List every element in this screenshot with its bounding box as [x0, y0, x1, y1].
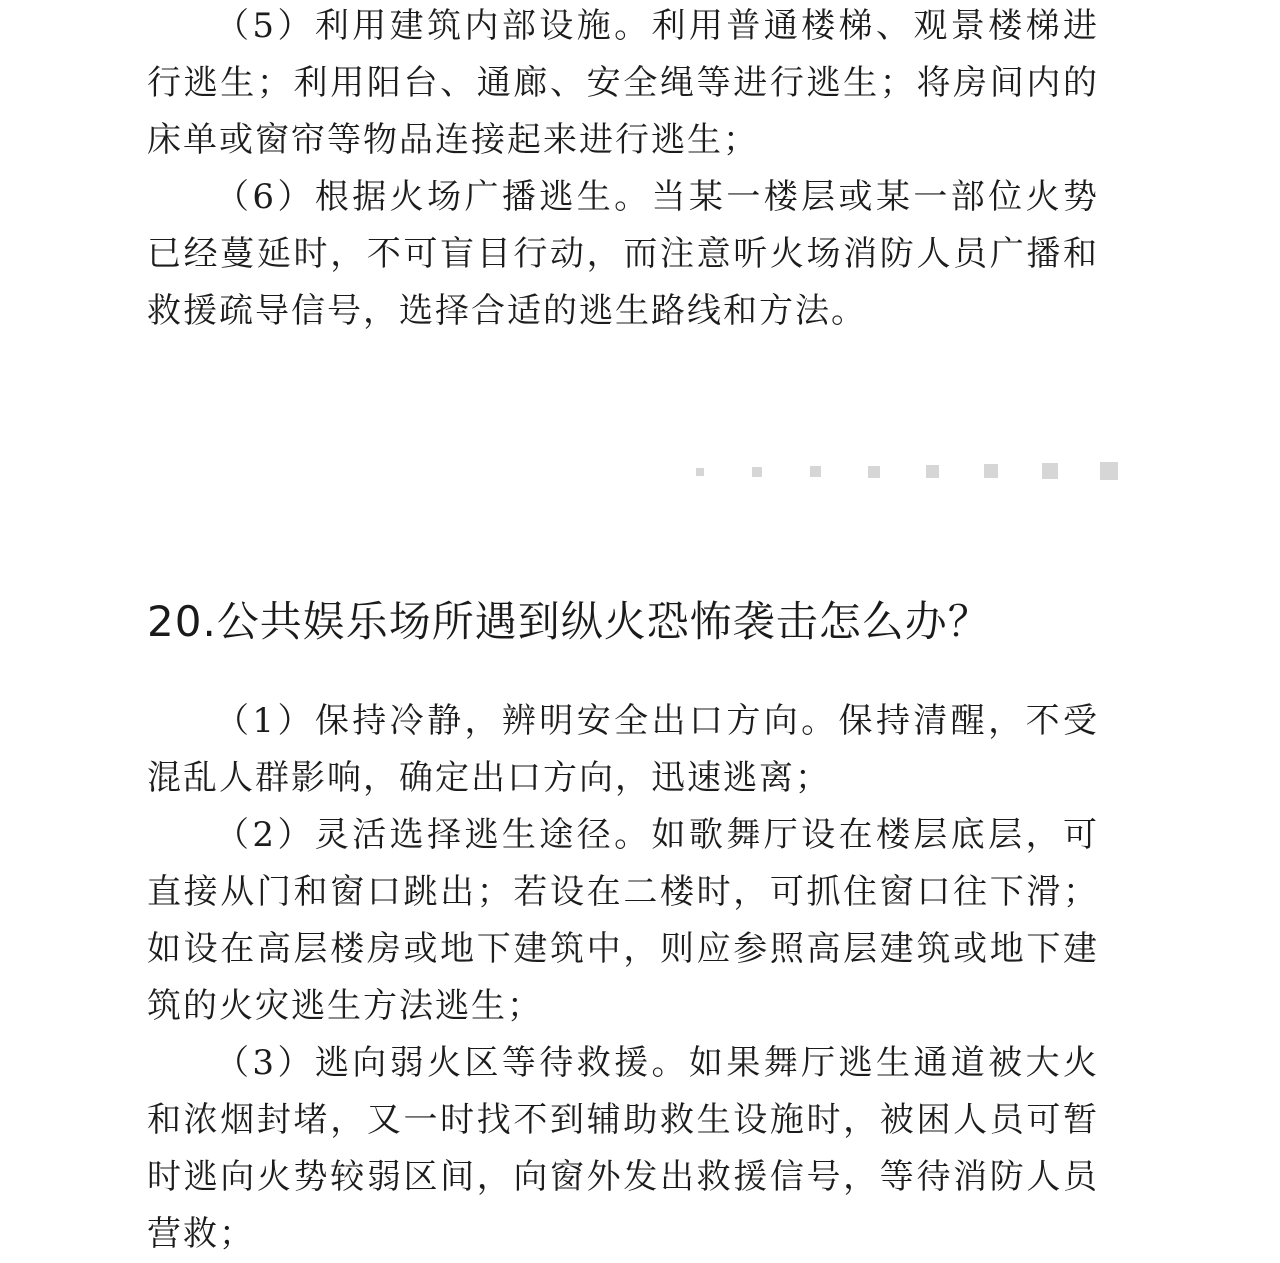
bottom-article-section: [147, 693, 1099, 1263]
paragraph-item-3: （3）逃向弱火区等待救援。如果舞厅逃生通道被大火和浓烟封堵，又一时找不到辅助救生设施时，被困人员可暂时逃向火势较弱区间，向窗外发出救援信号，等待消防人员营救；: [147, 1043, 1099, 1254]
divider-dot: [1100, 462, 1118, 480]
paragraph-item-6: （6）根据火场广播逃生。当某一楼层或某一部位火势已经蔓延时，不可盲目行动，而注意听火场消防人员广播和救援疏导信号，选择合适的逃生路线和方法。: [147, 177, 1099, 331]
divider-dot: [868, 466, 880, 478]
dotted-divider-icon: [690, 460, 1120, 482]
divider-dot: [752, 467, 762, 477]
divider-dot: [984, 464, 998, 478]
paragraph-item-5: （5）利用建筑内部设施。利用普通楼梯、观景楼梯进行逃生；利用阳台、通廊、安全绳等进行逃生；将房间内的床单或窗帘等物品连接起来进行逃生；: [147, 6, 1099, 160]
divider-dot: [926, 465, 939, 478]
divider-dot: [696, 468, 704, 476]
divider-dot: [810, 466, 821, 477]
paragraph-item-2: （2）灵活选择逃生途径。如歌舞厅设在楼层底层，可直接从门和窗口跳出；若设在二楼时，可抓住窗口往下滑；如设在高层楼房或地下建筑中，则应参照高层建筑或地下建筑的火灾逃生方法逃生；: [147, 815, 1099, 1026]
paragraph-item-1: （1）保持冷静，辨明安全出口方向。保持清醒，不受混乱人群影响，确定出口方向，迅速逃离；: [147, 701, 1099, 798]
divider-dot: [1042, 463, 1058, 479]
section-heading: 20.公共娱乐场所遇到纵火恐怖袭击怎么办？: [147, 597, 991, 646]
top-article-section: [147, 0, 1099, 340]
